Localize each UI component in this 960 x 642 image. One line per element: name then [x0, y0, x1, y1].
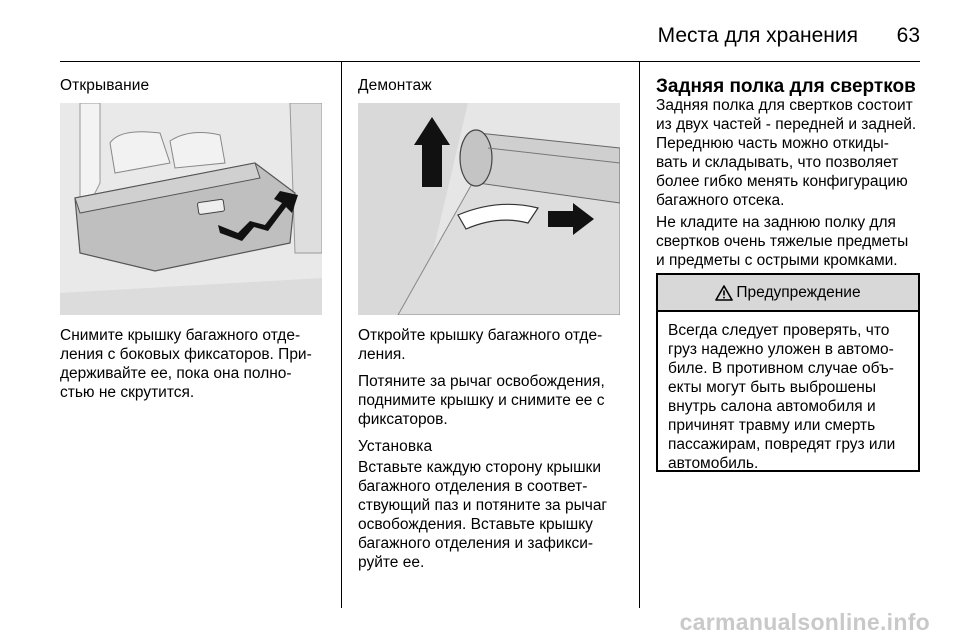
- text-line: Вставьте каждую сторону крышки: [358, 459, 601, 476]
- heading-removal: Демонтаж: [358, 77, 432, 94]
- heading-opening: Открывание: [60, 77, 150, 94]
- column-parcel-shelf: [656, 62, 921, 608]
- text-line: из двух частей - передней и задней.: [656, 116, 917, 133]
- section-title: Места для хранения: [657, 24, 858, 47]
- text-line: руйте ее.: [358, 554, 425, 571]
- column-removal: [358, 62, 623, 608]
- text-line: освобождения. Вставьте крышку: [358, 516, 593, 533]
- warning-icon: [715, 285, 733, 301]
- text-line: багажного отделения в соответ-: [358, 478, 588, 495]
- release-lever-illustration: [358, 103, 620, 315]
- text-line: Переднюю часть можно откиды-: [656, 135, 889, 152]
- column-divider: [341, 62, 342, 608]
- figure-opening-cover: [60, 103, 322, 315]
- cargo-cover-illustration: [60, 103, 322, 315]
- text-line: Задняя полка для свертков состоит: [656, 97, 913, 114]
- warning-box: [656, 273, 920, 472]
- text-line: Потяните за рычаг освобождения,: [358, 373, 605, 390]
- section-heading-parcel-shelf: Задняя полка для свертков: [656, 76, 916, 97]
- text-line: ления.: [358, 346, 406, 363]
- warning-title: Предупреждение: [736, 283, 861, 301]
- column-opening: [60, 62, 322, 608]
- watermark: carmanualsonline.info: [679, 609, 930, 635]
- text-line: Всегда следует проверять, что: [668, 322, 890, 339]
- text-line: причинят травму или смерть: [668, 417, 876, 434]
- text-line: ствующий паз и потяните за рычаг: [358, 497, 608, 514]
- text-line: Не кладите на заднюю полку для: [656, 214, 896, 231]
- text-line: более гибко менять конфигурацию: [656, 173, 908, 190]
- text-line: стью не скрутится.: [60, 384, 195, 401]
- text-line: Откройте крышку багажного отде-: [358, 327, 603, 344]
- text-line: екты могут быть выброшены: [668, 379, 876, 396]
- column-divider: [639, 62, 640, 608]
- text-line: поднимите крышку и снимите ее с: [358, 392, 605, 409]
- warning-header: [658, 275, 918, 312]
- text-line: держивайте ее, пока она полно-: [60, 365, 292, 382]
- text-line: биле. В противном случае объ-: [668, 360, 894, 377]
- heading-installation: Установка: [358, 438, 433, 455]
- text-line: и предметы с острыми кромками.: [656, 252, 898, 269]
- text-line: багажного отделения и зафикси-: [358, 535, 594, 552]
- text-line: ления с боковых фиксаторов. При-: [60, 346, 312, 363]
- text-line: багажного отсека.: [656, 192, 785, 209]
- text-line: внутрь салона автомобиля и: [668, 398, 876, 415]
- text-line: фиксаторов.: [358, 411, 448, 428]
- figure-removal: [358, 103, 620, 315]
- text-line: груз надежно уложен в автомо-: [668, 341, 894, 358]
- text-line: пассажирам, повредят груз или: [668, 436, 896, 453]
- text-line: Снимите крышку багажного отде-: [60, 327, 301, 344]
- page-header: [60, 14, 920, 62]
- text-line: автомобиль.: [668, 455, 759, 472]
- page-number: 63: [896, 24, 920, 47]
- text-line: свертков очень тяжелые предметы: [656, 233, 909, 250]
- text-line: вать и складывать, что позволяет: [656, 154, 899, 171]
